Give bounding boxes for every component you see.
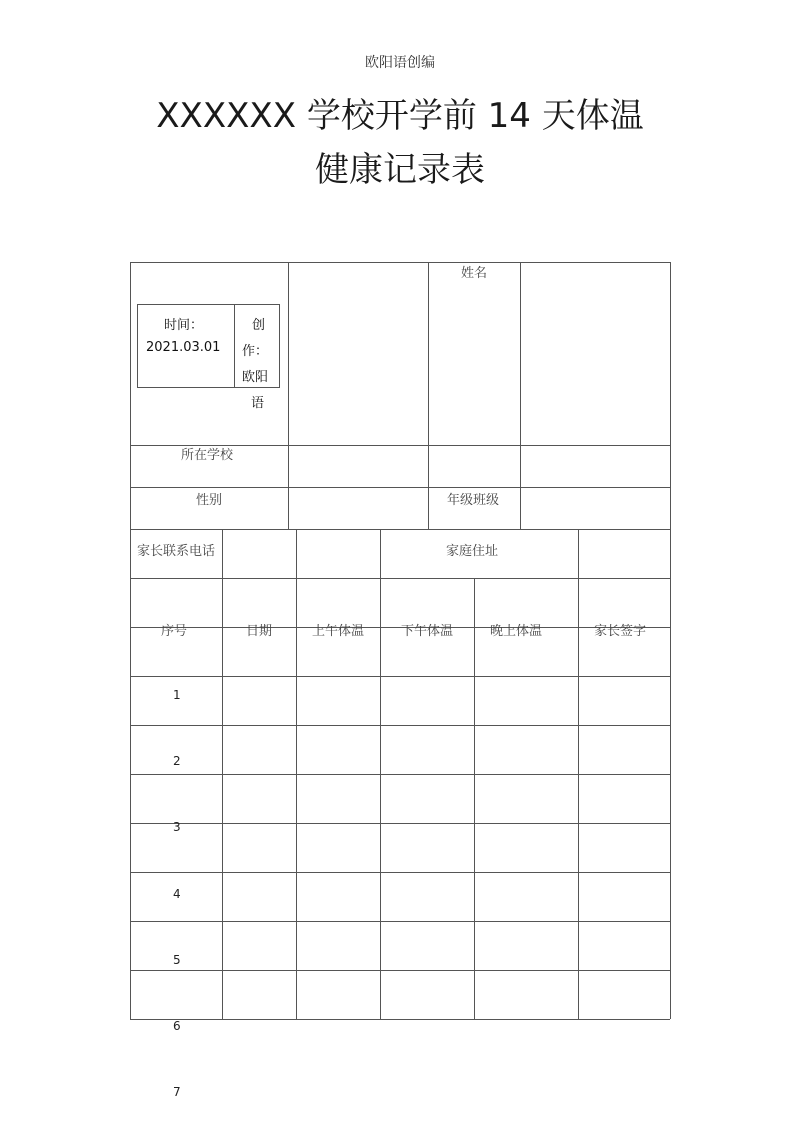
author-char: 语 — [251, 396, 265, 411]
grid-line — [130, 529, 670, 530]
grid-line — [130, 627, 670, 628]
grid-line — [130, 262, 670, 263]
grid-line — [130, 823, 670, 824]
creation-info-box — [137, 304, 280, 411]
grid-line — [130, 262, 131, 1019]
grid-line — [380, 529, 381, 1019]
grid-line — [234, 305, 235, 387]
row-number: 4 — [173, 887, 181, 901]
grid-line — [130, 872, 670, 873]
grid-line — [130, 578, 670, 579]
page-title-line-2: 健康记录表 — [315, 150, 485, 190]
row-number: 3 — [173, 820, 181, 834]
name-label: 姓名 — [461, 266, 488, 281]
grid-line — [130, 970, 670, 971]
grid-line — [130, 487, 670, 488]
row-number: 6 — [173, 1019, 181, 1033]
grid-line — [130, 1019, 670, 1020]
author-char: 作： — [242, 344, 269, 359]
gender-label: 性别 — [196, 493, 223, 508]
grid-line — [288, 262, 289, 529]
author-char: 创 — [252, 318, 266, 333]
row-number: 5 — [173, 953, 181, 967]
document-header-author: 欧阳语创编 — [365, 55, 435, 71]
row-number: 1 — [173, 688, 181, 702]
grid-line — [296, 529, 297, 1019]
date-value: 2021.03.01 — [146, 340, 221, 355]
row-number: 7 — [173, 1085, 181, 1099]
column-header-date: 日期 — [246, 624, 273, 639]
column-header-evening-temp: 晚上体温 — [490, 624, 543, 639]
grid-line — [222, 529, 223, 1019]
column-header-parent-signature: 家长签字 — [594, 624, 647, 639]
parent-phone-label: 家长联系电话 — [137, 544, 216, 559]
school-label: 所在学校 — [181, 448, 234, 463]
column-header-morning-temp: 上午体温 — [312, 624, 365, 639]
row-number: 2 — [173, 754, 181, 768]
grid-line — [428, 262, 429, 529]
column-header-index: 序号 — [161, 624, 188, 639]
grid-line — [670, 262, 671, 1019]
time-label: 时间： — [164, 318, 204, 333]
grid-line — [520, 262, 521, 529]
author-char: 欧阳 — [242, 370, 269, 385]
grid-line — [130, 774, 670, 775]
grid-line — [130, 921, 670, 922]
grid-line — [474, 578, 475, 1019]
grid-line — [578, 529, 579, 1019]
column-header-afternoon-temp: 下午体温 — [401, 624, 454, 639]
grid-line — [130, 725, 670, 726]
page-title-line-1: XXXXXX 学校开学前 14 天体温 — [156, 96, 644, 136]
grid-line — [130, 676, 670, 677]
address-label: 家庭住址 — [446, 544, 499, 559]
grade-label: 年级班级 — [447, 493, 500, 508]
